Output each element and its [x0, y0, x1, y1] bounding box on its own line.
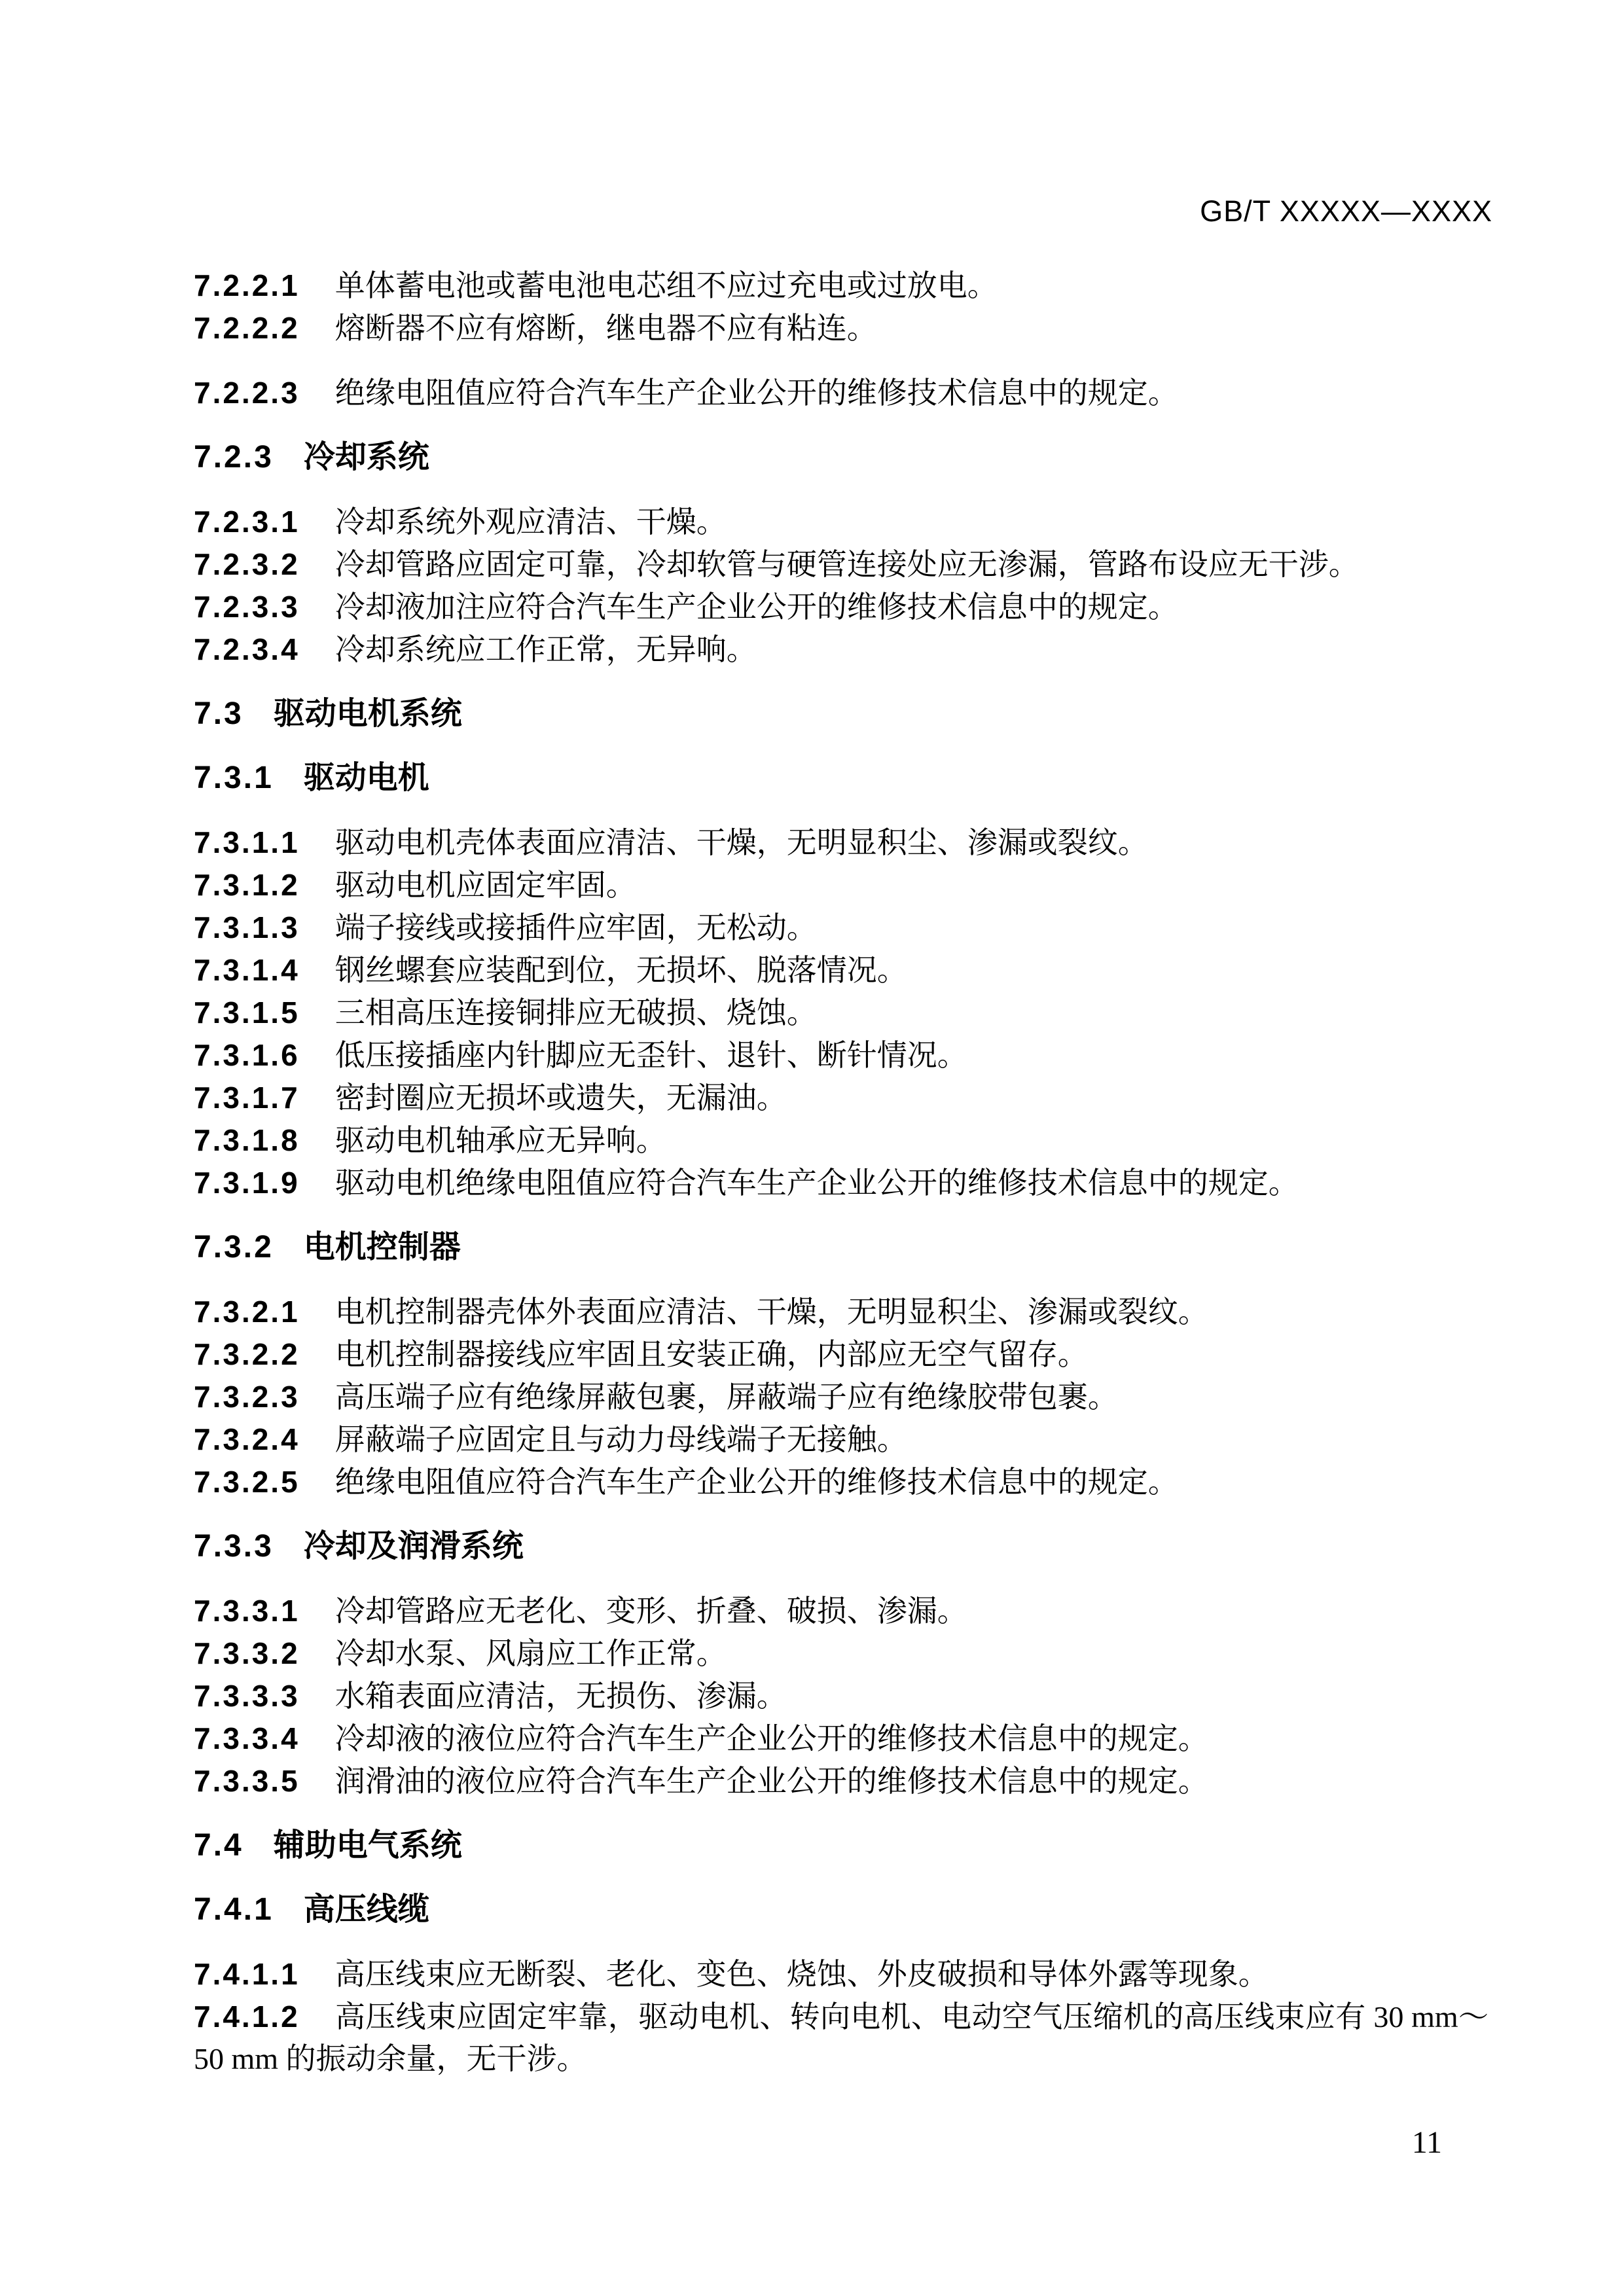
clause-text: 冷却管路应固定可靠，冷却软管与硬管连接处应无渗漏，管路布设应无干涉。	[334, 548, 1359, 581]
section-heading	[194, 1526, 1489, 1568]
clause-number: 7.3.3.3	[194, 1679, 300, 1713]
clause-text: 钢丝螺套应装配到位，无损坏、脱落情况。	[334, 954, 907, 987]
section-number: 7.3.3	[194, 1529, 274, 1564]
clause-number: 7.2.2.3	[194, 376, 300, 410]
section-title: 驱动电机系统	[273, 696, 462, 731]
clause-text: 润滑油的液位应符合汽车生产企业公开的维修技术信息中的规定。	[334, 1765, 1208, 1798]
clause-number: 7.2.3.3	[194, 590, 300, 624]
clause-number: 7.3.1.2	[194, 868, 300, 902]
clause-text: 屏蔽端子应固定且与动力母线端子无接触。	[334, 1423, 907, 1456]
clause-number: 7.3.3.1	[194, 1594, 300, 1628]
clause-text: 水箱表面应清洁，无损伤、渗漏。	[334, 1679, 787, 1713]
clause-text: 冷却水泵、风扇应工作正常。	[334, 1637, 727, 1670]
clause-text: 端子接线或接插件应牢固，无松动。	[334, 911, 817, 944]
clause-item	[194, 372, 1489, 414]
page-number: 11	[1411, 2125, 1442, 2160]
clause-number: 7.3.1.8	[194, 1123, 300, 1157]
clause-text: 冷却系统应工作正常，无异响。	[334, 633, 757, 666]
section-title: 冷却及润滑系统	[303, 1529, 524, 1564]
clause-number: 7.3.1.7	[194, 1081, 300, 1115]
clause-number: 7.2.2.2	[194, 311, 300, 345]
clause-item	[194, 1119, 1489, 1162]
section-heading	[194, 1889, 1489, 1931]
clause-number: 7.2.3.4	[194, 632, 300, 666]
clause-item	[194, 864, 1489, 906]
clause-text: 驱动电机绝缘电阻值应符合汽车生产企业公开的维修技术信息中的规定。	[334, 1166, 1299, 1200]
clause-item	[194, 1590, 1489, 1632]
clause-item	[194, 992, 1489, 1034]
clause-item	[194, 1717, 1489, 1760]
clause-number: 7.3.3.5	[194, 1764, 300, 1798]
section-number: 7.4	[194, 1828, 244, 1863]
clause-number: 7.3.1.4	[194, 953, 300, 987]
clause-item	[194, 821, 1489, 864]
clause-number: 7.3.2.4	[194, 1422, 300, 1456]
clause-text: 低压接插座内针脚应无歪针、退针、断针情况。	[334, 1039, 967, 1072]
standard-number-header: GB/T XXXXX—XXXX	[1200, 194, 1492, 228]
clause-item	[194, 501, 1489, 543]
clause-text: 驱动电机应固定牢固。	[334, 869, 636, 902]
section-number: 7.4.1	[194, 1892, 274, 1927]
clause-number: 7.3.3.4	[194, 1721, 300, 1755]
clause-text: 高压线束应固定牢靠，驱动电机、转向电机、电动空气压缩机的高压线束应有 30 mm～50 mm 的振动余量，无干涉。	[194, 2000, 1489, 2075]
clause-text: 熔断器不应有熔断，继电器不应有粘连。	[334, 312, 877, 345]
clause-text: 绝缘电阻值应符合汽车生产企业公开的维修技术信息中的规定。	[334, 376, 1178, 410]
clause-item	[194, 1675, 1489, 1717]
clause-item	[194, 586, 1489, 628]
clause-text: 冷却液的液位应符合汽车生产企业公开的维修技术信息中的规定。	[334, 1722, 1208, 1755]
clause-number: 7.2.2.1	[194, 268, 300, 302]
clause-text: 冷却系统外观应清洁、干燥。	[334, 505, 727, 539]
clause-text: 三相高压连接铜排应无破损、烧蚀。	[334, 996, 817, 1030]
clause-number: 7.3.2.3	[194, 1380, 300, 1414]
clause-text: 冷却管路应无老化、变形、折叠、破损、渗漏。	[334, 1594, 967, 1628]
section-heading	[194, 693, 1489, 735]
clause-item	[194, 906, 1489, 949]
clause-text: 电机控制器壳体外表面应清洁、干燥，无明显积尘、渗漏或裂纹。	[334, 1295, 1208, 1329]
clause-number: 7.3.2.1	[194, 1295, 300, 1329]
section-title: 电机控制器	[303, 1230, 461, 1265]
clause-text: 密封圈应无损坏或遗失，无漏油。	[334, 1081, 787, 1115]
clause-number: 7.2.3.2	[194, 547, 300, 581]
clause-item	[194, 1333, 1489, 1376]
section-number: 7.3.1	[194, 761, 274, 795]
clause-number: 7.3.2.2	[194, 1337, 300, 1371]
clause-item	[194, 1953, 1489, 1996]
clause-item	[194, 1760, 1489, 1803]
clause-number: 7.3.3.2	[194, 1636, 300, 1670]
clause-text: 高压线束应无断裂、老化、变色、烧蚀、外皮破损和导体外露等现象。	[334, 1958, 1269, 1991]
clause-item	[194, 1461, 1489, 1503]
clause-number: 7.3.1.3	[194, 910, 300, 944]
clause-text: 冷却液加注应符合汽车生产企业公开的维修技术信息中的规定。	[334, 590, 1178, 624]
clause-item	[194, 1077, 1489, 1119]
clause-item	[194, 949, 1489, 992]
clause-item	[194, 1162, 1489, 1204]
clause-number: 7.3.1.6	[194, 1038, 300, 1072]
clause-item	[194, 1418, 1489, 1461]
clause-text: 驱动电机轴承应无异响。	[334, 1124, 666, 1157]
clause-item	[194, 1376, 1489, 1418]
section-heading	[194, 437, 1489, 478]
clause-item	[194, 1034, 1489, 1077]
clause-item	[194, 1996, 1489, 2080]
clause-number: 7.4.1.2	[194, 2000, 300, 2034]
clause-number: 7.3.1.1	[194, 825, 300, 859]
clause-item	[194, 1632, 1489, 1675]
section-number: 7.3.2	[194, 1230, 274, 1265]
clause-item	[194, 628, 1489, 671]
clause-item	[194, 264, 1489, 307]
clause-text: 电机控制器接线应牢固且安装正确，内部应无空气留存。	[334, 1338, 1088, 1371]
clause-number: 7.3.1.9	[194, 1166, 300, 1200]
clause-text: 绝缘电阻值应符合汽车生产企业公开的维修技术信息中的规定。	[334, 1465, 1178, 1499]
section-title: 驱动电机	[303, 761, 429, 795]
clause-number: 7.3.1.5	[194, 996, 300, 1030]
document-body	[194, 264, 1489, 2080]
clause-number: 7.3.2.5	[194, 1465, 300, 1499]
section-title: 冷却系统	[303, 440, 429, 475]
clause-number: 7.2.3.1	[194, 505, 300, 539]
clause-item	[194, 1291, 1489, 1333]
clause-item	[194, 543, 1489, 586]
section-heading	[194, 1825, 1489, 1867]
section-number: 7.2.3	[194, 440, 274, 475]
clause-number: 7.4.1.1	[194, 1957, 300, 1991]
section-heading	[194, 757, 1489, 799]
section-number: 7.3	[194, 696, 244, 731]
clause-item	[194, 307, 1489, 350]
section-title: 高压线缆	[303, 1892, 429, 1927]
clause-text: 单体蓄电池或蓄电池电芯组不应过充电或过放电。	[334, 269, 998, 302]
clause-text: 高压端子应有绝缘屏蔽包裹，屏蔽端子应有绝缘胶带包裹。	[334, 1380, 1118, 1414]
clause-text: 驱动电机壳体表面应清洁、干燥，无明显积尘、渗漏或裂纹。	[334, 826, 1148, 859]
section-heading	[194, 1227, 1489, 1268]
section-title: 辅助电气系统	[273, 1828, 462, 1863]
